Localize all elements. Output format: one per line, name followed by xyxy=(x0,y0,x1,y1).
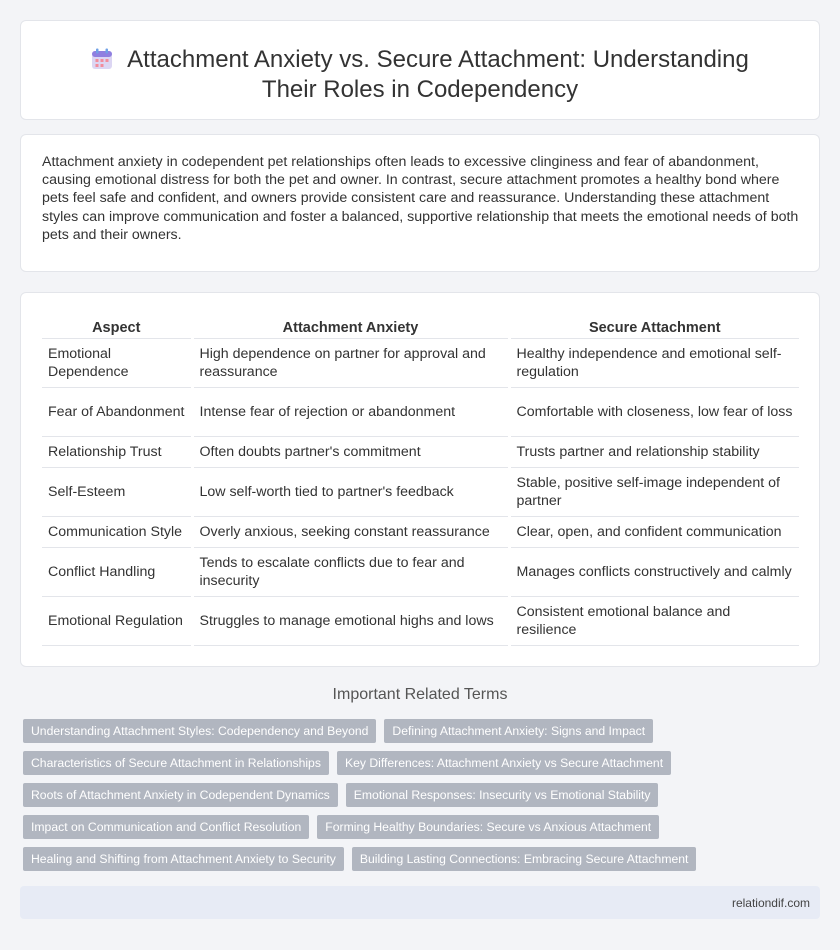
table-row xyxy=(42,547,799,596)
table-row xyxy=(42,387,799,436)
table-cell: Relationship Trust xyxy=(42,436,192,467)
table-cell: Self-Esteem xyxy=(42,467,192,516)
table-cell: Emotional Dependence xyxy=(42,338,192,387)
table-cell: Stable, positive self-image independent of partner xyxy=(509,467,799,516)
intro-card xyxy=(20,134,820,272)
table-cell: Emotional Regulation xyxy=(42,596,192,645)
table-cell: Comfortable with closeness, low fear of loss xyxy=(509,387,799,436)
table-cell: High dependence on partner for approval and reassurance xyxy=(192,338,509,387)
table-row xyxy=(42,338,799,387)
related-term-tag[interactable]: Defining Attachment Anxiety: Signs and Impact xyxy=(384,719,653,743)
intro-paragraph: Attachment anxiety in codependent pet relationships often leads to excessive clinginess and fear of abandonment, causing emotional distress for both the pet and owner. In contrast, secure attachment promotes a healthy bond where pets feel safe and confident, and owners provide consistent care and reassurance. Understanding these attachment styles can improve communication and foster a balanced, supportive relationship that meets the emotional needs of both pets and their owners. xyxy=(42,154,799,243)
related-term-tag[interactable]: Impact on Communication and Conflict Resolution xyxy=(23,815,309,839)
table-row xyxy=(42,596,799,645)
table-cell: Communication Style xyxy=(42,516,192,547)
related-term-tag[interactable]: Understanding Attachment Styles: Codependency and Beyond xyxy=(23,719,376,743)
related-term-tag[interactable]: Emotional Responses: Insecurity vs Emotional Stability xyxy=(346,783,659,807)
table-cell: Healthy independence and emotional self-regulation xyxy=(509,338,799,387)
table-cell: Manages conflicts constructively and calmly xyxy=(509,547,799,596)
related-terms-heading: Important Related Terms xyxy=(332,686,508,703)
table-cell: Tends to escalate conflicts due to fear and insecurity xyxy=(192,547,509,596)
calendar-icon xyxy=(91,48,113,70)
table-row xyxy=(42,436,799,467)
table-header-row xyxy=(42,311,799,338)
related-term-tag[interactable]: Building Lasting Connections: Embracing Secure Attachment xyxy=(352,847,697,871)
related-term-tag[interactable]: Healing and Shifting from Attachment Anxiety to Security xyxy=(23,847,344,871)
table-cell: Overly anxious, seeking constant reassurance xyxy=(192,516,509,547)
table-cell: Struggles to manage emotional highs and lows xyxy=(192,596,509,645)
footer-bar xyxy=(20,886,820,919)
column-header: Aspect xyxy=(42,311,192,338)
site-link[interactable]: relationdif.com xyxy=(731,896,810,910)
column-header: Secure Attachment xyxy=(509,311,799,338)
comparison-table xyxy=(42,311,799,646)
related-terms-list xyxy=(23,719,813,879)
table-cell: Often doubts partner's commitment xyxy=(192,436,509,467)
related-term-tag[interactable]: Characteristics of Secure Attachment in Relationships xyxy=(23,751,329,775)
page-title xyxy=(61,45,779,105)
table-row xyxy=(42,516,799,547)
table-cell: Conflict Handling xyxy=(42,547,192,596)
table-cell: Fear of Abandonment xyxy=(42,387,192,436)
table-cell: Intense fear of rejection or abandonment xyxy=(192,387,509,436)
table-row xyxy=(42,467,799,516)
table-cell: Consistent emotional balance and resilience xyxy=(509,596,799,645)
column-header: Attachment Anxiety xyxy=(192,311,509,338)
table-cell: Clear, open, and confident communication xyxy=(509,516,799,547)
table-cell: Trusts partner and relationship stability xyxy=(509,436,799,467)
related-term-tag[interactable]: Roots of Attachment Anxiety in Codependent Dynamics xyxy=(23,783,338,807)
related-term-tag[interactable]: Key Differences: Attachment Anxiety vs Secure Attachment xyxy=(337,751,671,775)
page-title-text: Attachment Anxiety vs. Secure Attachment: Understanding Their Roles in Codependency xyxy=(127,46,749,103)
table-cell: Low self-worth tied to partner's feedback xyxy=(192,467,509,516)
comparison-card xyxy=(20,292,820,667)
related-term-tag[interactable]: Forming Healthy Boundaries: Secure vs Anxious Attachment xyxy=(317,815,659,839)
title-card xyxy=(20,20,820,120)
